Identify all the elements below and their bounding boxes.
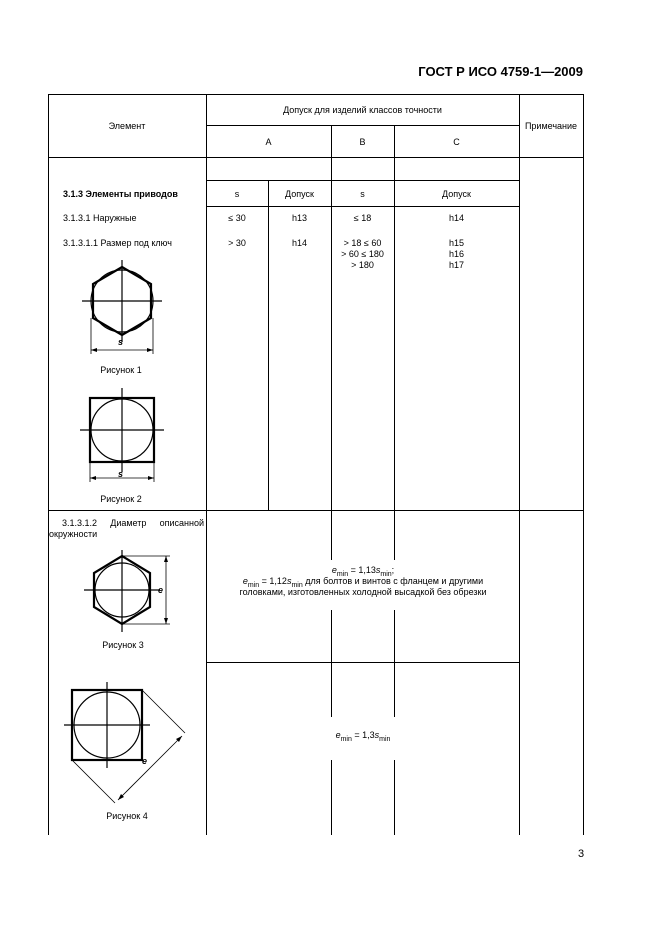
header-class-a: A: [265, 137, 272, 147]
figure-4-caption: Рисунок 4: [106, 811, 148, 821]
row-separator-2: [206, 662, 519, 663]
figure-4-dim-label: e: [142, 756, 148, 766]
formula-line-1: $e_{min} = 1,13s_{min}$;: [331, 565, 395, 578]
col-divider-bc: [394, 157, 395, 510]
row-c-tol-1: h15: [448, 238, 465, 248]
header-class-b: B: [359, 137, 366, 147]
col-trace-3b: [331, 760, 332, 835]
row-label: 3.1.3.1.1 Размер под ключ: [63, 238, 172, 248]
row-a-tol: h14: [291, 238, 308, 248]
figure-2-dim-label: s: [118, 469, 124, 479]
row-a-s: ≤ 30: [228, 213, 246, 223]
header-note: Примечание: [524, 121, 578, 131]
figure-1-dim-label: s: [118, 337, 124, 347]
formula-e-min-hex: [208, 565, 518, 598]
col-trace-4b: [394, 760, 395, 835]
page-number: 3: [578, 848, 585, 860]
row-label-circumscribed: 3.1.3.1.2 Диаметр описанной окружности: [49, 518, 204, 539]
col-divider-note: [519, 94, 520, 835]
row-b-s-1: > 18 ≤ 60: [343, 238, 382, 248]
formula-e-min-square: $e_{min} = 1,3s_{min}$: [335, 730, 391, 743]
col-divider-a-s: [268, 180, 269, 510]
formula-line-2: $e_{min} = 1,12s_{min}$ для болтов и винтов с фланцем и другими: [242, 576, 484, 589]
header-subdivider: [206, 125, 519, 126]
row-b-s-3: > 180: [351, 260, 374, 270]
row-separator-1: [48, 510, 584, 511]
col-trace-4a: [394, 662, 395, 717]
row-c-tol: h14: [448, 213, 465, 223]
subheader-c-tol: Допуск: [442, 189, 471, 199]
table-left-border: [48, 94, 49, 835]
row-b-s-2: > 60 ≤ 180: [341, 249, 384, 259]
row-b-s: ≤ 18: [353, 213, 372, 223]
figure-3-dim-label: e: [158, 585, 164, 595]
formula-line-3: головками, изготовленных холодной высадкой без обрезки: [239, 587, 487, 597]
col-trace-2a: [394, 510, 395, 560]
section-title: 3.1.3 Элементы приводов: [63, 189, 178, 199]
table-right-border: [583, 94, 584, 835]
header-bottom: [48, 157, 584, 158]
col-divider-ab: [331, 157, 332, 510]
row-label: 3.1.3.1 Наружные: [63, 213, 137, 223]
header-element: Элемент: [108, 121, 146, 131]
col-trace-1a: [331, 510, 332, 560]
col-trace-2b: [394, 610, 395, 662]
subheader-top: [206, 180, 519, 181]
row-c-tol-2: h16: [448, 249, 465, 259]
figure-3-hexagon-drawing: [72, 548, 182, 638]
figure-2-caption: Рисунок 2: [100, 494, 142, 504]
table-top-border: [48, 94, 584, 95]
col-trace-3a: [331, 662, 332, 717]
figure-3-caption: Рисунок 3: [102, 640, 144, 650]
row-c-tol-3: h17: [448, 260, 465, 270]
subheader-b-s: s: [360, 189, 365, 199]
document-header: ГОСТ Р ИСО 4759-1—2009: [418, 64, 583, 79]
row-a-s: > 30: [228, 238, 246, 248]
col-trace-1b: [331, 610, 332, 662]
figure-1-caption: Рисунок 1: [100, 365, 142, 375]
header-class-c: C: [453, 137, 460, 147]
subheader-bottom: [206, 206, 519, 207]
row-a-tol: h13: [291, 213, 308, 223]
header-tolerance: Допуск для изделий классов точности: [283, 105, 442, 115]
subheader-a-tol: Допуск: [285, 189, 314, 199]
subheader-a-s: s: [234, 189, 240, 199]
figure-4-square-drawing: [62, 680, 192, 805]
